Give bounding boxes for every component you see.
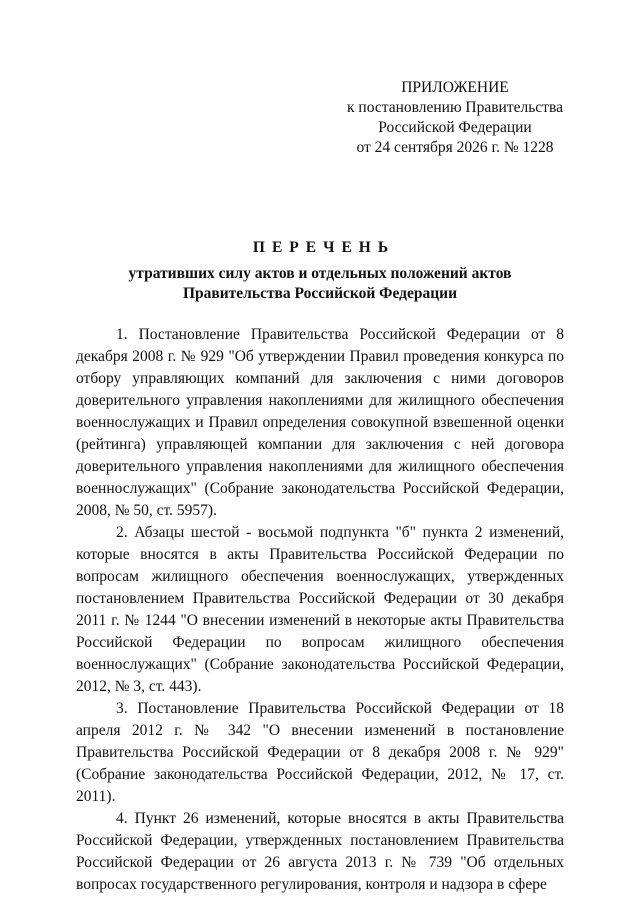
- document-heading: ПЕРЕЧЕНЬ: [252, 239, 396, 256]
- document-subheading: [0, 264, 640, 304]
- document-body: [76, 324, 564, 896]
- list-item-4: 4. Пункт 26 изменений, которые вносятся в акты Правительства Российской Федерации, утвержденных постановлением Правительства Российской Федерации от 26 августа 2013 г. № 739 "Об отдельных вопросах государственного регулирования, контроля и надзора в сфере: [76, 810, 564, 893]
- subheading-line-2: Правительства Российской Федерации: [182, 285, 458, 302]
- list-item-3: 3. Постановление Правительства Российской Федерации от 18 апреля 2012 г. № 342 "О внесении изменений в постановление Правительства Российской Федерации от 8 декабря 2008 г. № 929" (Собрание законодательства Российской Федерации, 2012, № 17, ст. 2011).: [76, 700, 564, 805]
- appendix-title: ПРИЛОЖЕНИЕ: [401, 79, 509, 96]
- list-item-1: 1. Постановление Правительства Российской Федерации от 8 декабря 2008 г. № 929 "Об утверждении Правил проведения конкурса по отбору управляющих компаний для заключения с ними договоров доверительного управления накоплениями для жилищного обеспечения военнослужащих и Правил определения совокупной взвешенной оценки (рейтинга) управляющей компании для заключения с ней договора доверительного управления накоплениями для жилищного обеспечения военнослужащих" (Собрание законодательства Российской Федерации, 2008, № 50, ст. 5957).: [76, 326, 564, 519]
- appendix-header: [330, 78, 580, 158]
- list-item-2: 2. Абзацы шестой - восьмой подпункта "б" пункта 2 изменений, которые вносятся в акты Правительства Российской Федерации по вопросам жилищного обеспечения военнослужащих, утвержденных постановлением Правительства Российской Федерации от 30 декабря 2011 г. № 1244 "О внесении изменений в некоторые акты Правительства Российской Федерации по вопросам жилищного обеспечения военнослужащих" (Собрание законодательства Российской Федерации, 2012, № 3, ст. 443).: [76, 524, 564, 695]
- appendix-line-1: к постановлению Правительства: [347, 99, 563, 116]
- appendix-line-3: от 24 сентября 2026 г. № 1228: [356, 139, 554, 156]
- subheading-line-1: утративших силу актов и отдельных положений актов: [128, 265, 512, 282]
- appendix-line-2: Российской Федерации: [378, 119, 532, 136]
